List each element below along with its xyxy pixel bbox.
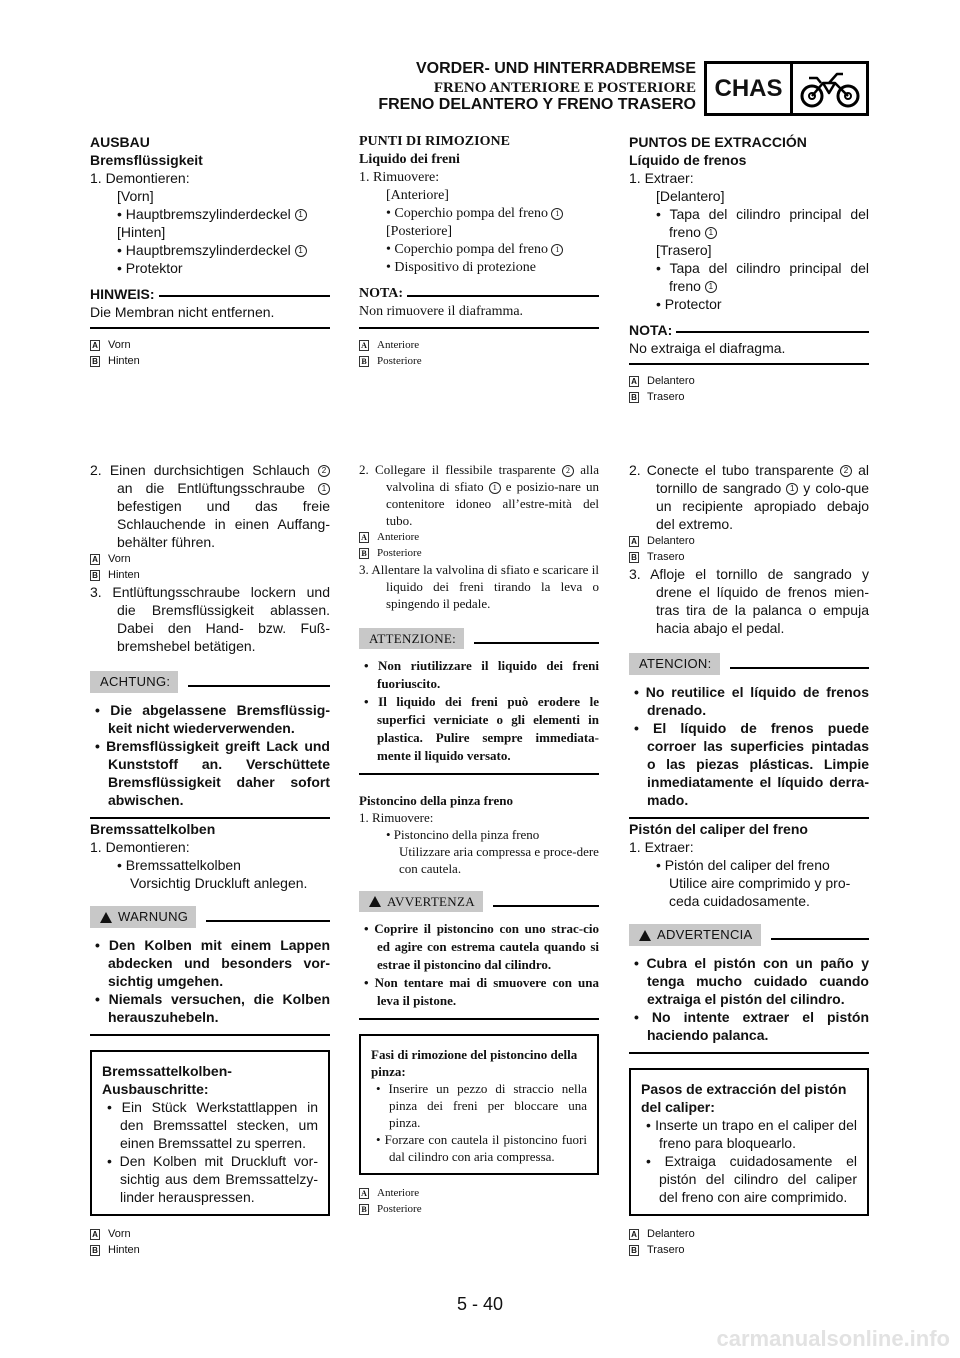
marker-1: 1: [295, 245, 307, 257]
it-section-removal: [359, 133, 599, 369]
es-front: [Delantero]: [656, 188, 725, 204]
de-section-piston: [90, 820, 330, 1258]
es-note-text: No extraiga el diafragma.: [629, 340, 786, 356]
de-caution-header: ACHTUNG:: [90, 671, 330, 693]
it-section-drain: [359, 461, 599, 775]
divider: [629, 1052, 869, 1054]
es-item: • Pistón del caliper del freno: [656, 857, 830, 873]
de-caution-item: • Die abgelassene Bremsflüssig-keit nicht wiederverwenden.: [95, 702, 330, 736]
legend-b: B Hinten: [90, 353, 330, 369]
es-item: • Tapa del cilindro principal del freno 1: [656, 260, 869, 294]
legend-a: A Delantero: [629, 1226, 869, 1242]
it-subheading: Liquido dei freni: [359, 152, 460, 167]
legend-a: A Vorn: [90, 1226, 330, 1242]
legend-b: B Hinten: [90, 1242, 330, 1258]
de-item: • Hauptbremszylinderdeckel 1: [90, 241, 330, 259]
it-item-detail: Utilizzare aria compressa e proce-dere con cautela.: [399, 844, 599, 876]
chas-badge: [704, 61, 869, 116]
es-caution-header: ATENCION:: [629, 653, 869, 675]
marker-1: 1: [705, 227, 717, 239]
de-item-detail: Vorsichtig Druckluft anlegen.: [130, 875, 308, 891]
es-warning-header: ADVERTENCIA: [629, 924, 869, 946]
header-title-de: VORDER- UND HINTERRADBREMSE: [415, 60, 696, 77]
de-heading: AUSBAU: [90, 134, 150, 150]
divider: [629, 817, 869, 819]
page-number: 5 - 40: [456, 1294, 504, 1314]
it-steps-box: [359, 1034, 599, 1175]
header-title-it: FRENO ANTERIORE E POSTERIORE: [433, 80, 696, 96]
es-step2: 2. Conecte el tubo transparente 2 al tornillo de sangrado 1 y colo-que un recipiente apropiado debajo del extremo.: [629, 462, 870, 532]
it-piston-heading: Pistoncino della pinza freno: [359, 793, 513, 808]
de-item: • Protektor: [117, 260, 183, 276]
de-front: [Vorn]: [117, 188, 154, 204]
marker-1: 1: [551, 208, 563, 220]
es-step3: 3. Afloje el tornillo de sangrado y drene el líquido de frenos mien-tras tira de la palanca o empuja hacia abajo el pedal.: [629, 566, 869, 636]
legend-a: A Anteriore: [359, 337, 599, 353]
es-item-detail: Utilice aire comprimido y pro-ceda cuidadosamente.: [669, 875, 851, 909]
marker-2: 2: [318, 465, 330, 477]
marker-1: 1: [786, 483, 798, 495]
it-item: • Coperchio pompa del freno 1: [359, 241, 599, 259]
de-item: • Hauptbremszylinderdeckel 1: [90, 205, 330, 223]
it-note-header: NOTA:: [359, 285, 599, 303]
marker-1: 1: [295, 209, 307, 221]
es-box-title: Pasos de extracción del pistón del caliper:: [641, 1081, 847, 1115]
legend-b: B Posteriore: [359, 1201, 599, 1217]
legend-b: B Trasero: [629, 549, 869, 565]
legend-a: A Vorn: [90, 337, 330, 353]
legend-b: B Posteriore: [359, 353, 599, 369]
it-step2: 2. Collegare il flessibile trasparente 2 alla valvolina di sfiato 1 e posizio-nare un contenitore idoneo all’estre-mità del tubo.: [359, 462, 600, 528]
de-section-removal: [90, 133, 330, 369]
es-heading: PUNTOS DE EXTRACCIÓN: [629, 134, 807, 150]
legend-b: B Hinten: [90, 567, 330, 583]
marker-1: 1: [705, 281, 717, 293]
watermark: carmanualsonline.info: [716, 1326, 950, 1351]
divider: [90, 817, 330, 819]
es-step: 1. Extraer:: [629, 170, 694, 186]
it-front: [Anteriore]: [386, 188, 449, 203]
es-step: 1. Extraer:: [629, 839, 694, 855]
es-piston-heading: Pistón del caliper del freno: [629, 821, 808, 837]
it-box-item: • Inserire un pezzo di straccio nella pinza dei freni per bloccare una pinza.: [376, 1081, 587, 1130]
divider: [359, 327, 599, 329]
de-warning-item: • Den Kolben mit einem Lappen abdecken und besonders vor-sichtig umgehen.: [95, 937, 330, 989]
legend-a: A Vorn: [90, 551, 330, 567]
it-step3: 3. Allentare la valvolina di sfiato e scaricare il liquido dei freni tirando la leva o spingendo il pedale.: [359, 562, 599, 611]
divider: [359, 773, 599, 775]
it-heading: PUNTI DI RIMOZIONE: [359, 134, 510, 149]
es-warning-item: • No intente extraer el pistón haciendo palanca.: [634, 1009, 869, 1043]
es-section-drain: [629, 461, 869, 819]
it-item: • Pistoncino della pinza freno: [386, 827, 540, 842]
marker-2: 2: [840, 465, 852, 477]
it-step: 1. Rimuovere:: [359, 810, 434, 825]
legend-b: B Trasero: [629, 389, 869, 405]
it-warning-item: • Coprire il pistoncino con uno strac-cio ed agire con estrema cautela quando si estrae il pistoncino dal cilindro.: [364, 921, 599, 972]
legend-a: A Anteriore: [359, 1185, 599, 1201]
it-box-title: Fasi di rimozione del pistoncino della pinza:: [371, 1047, 578, 1079]
de-box-title: Bremssattelkolben-Ausbauschritte:: [102, 1063, 232, 1097]
divider: [90, 1034, 330, 1036]
marker-1: 1: [318, 483, 330, 495]
marker-1: 1: [551, 244, 563, 256]
de-step: 1. Demontieren:: [90, 839, 190, 855]
de-note-header: HINWEIS:: [90, 285, 330, 303]
de-warning-item: • Niemals versuchen, die Kolben herauszuhebeln.: [95, 991, 330, 1025]
es-section-piston: [629, 820, 869, 1258]
es-section-removal: [629, 133, 869, 405]
legend-b: B Trasero: [629, 1242, 869, 1258]
de-subheading: Bremsflüssigkeit: [90, 152, 203, 168]
it-note-text: Non rimuovere il diaframma.: [359, 304, 524, 319]
it-warning-header: AVVERTENZA: [359, 891, 599, 912]
warning-icon: [639, 930, 651, 941]
divider: [359, 1018, 599, 1020]
de-caution-item: • Bremsflüssigkeit greift Lack und Kunststoff an. Verschüttete Bremsflüssigkeit daher sofort abwischen.: [95, 738, 330, 808]
marker-1: 1: [489, 482, 501, 494]
de-box-item: • Den Kolben mit Druckluft vor-sichtig aus dem Bremssattelzy-linder herauspressen.: [107, 1153, 318, 1205]
es-caution-item: • No reutilice el líquido de frenos drenado.: [634, 684, 869, 718]
de-step3: 3. Entlüftungsschraube lockern und die Bremsflüssigkeit ablassen. Dabei den Hand- bzw. Fuß-bremshebel betätigen.: [90, 584, 330, 654]
marker-2: 2: [562, 465, 574, 477]
de-item: • Bremssattelkolben: [117, 857, 241, 873]
it-item: • Coperchio pompa del freno 1: [359, 205, 599, 223]
warning-icon: [369, 896, 381, 907]
it-caution-item: • Il liquido dei freni può erodere le superfici verniciate o gli elementi in plastica. Pulire sempre immediata-mente il liquido versato.: [364, 694, 599, 763]
es-item: • Protector: [656, 296, 722, 312]
chas-label: CHAS: [707, 64, 793, 113]
de-step: 1. Demontieren:: [90, 170, 190, 186]
de-warning-header: WARNUNG: [90, 906, 330, 928]
warning-icon: [100, 912, 112, 923]
header-title-es: FRENO DELANTERO Y FRENO TRASERO: [378, 96, 696, 113]
es-note-header: NOTA:: [629, 321, 869, 339]
es-item: • Tapa del cilindro principal del freno 1: [656, 206, 869, 240]
it-caution-header: ATTENZIONE:: [359, 628, 599, 649]
de-rear: [Hinten]: [117, 224, 166, 240]
divider: [629, 363, 869, 365]
motorcycle-icon: [793, 64, 866, 113]
de-step2: 2. Einen durchsichtigen Schlauch 2 an die Entlüftungsschraube 1 befestigen und das freie Schlauchende in einen Auffang-behälter führen.: [90, 462, 330, 550]
it-caution-item: • Non riutilizzare il liquido dei freni fuoriuscito.: [364, 658, 599, 691]
de-note-text: Die Membran nicht entfernen.: [90, 304, 275, 320]
de-steps-box: [90, 1050, 330, 1216]
divider: [90, 327, 330, 329]
es-box-item: • Inserte un trapo en el caliper del freno para bloquearlo.: [646, 1117, 857, 1151]
es-box-item: • Extraiga cuidadosamente el pistón del cilindro del caliper del freno con aire comprimido.: [646, 1153, 857, 1205]
legend-a: A Delantero: [629, 373, 869, 389]
it-section-piston: [359, 792, 599, 1217]
es-caution-item: • El líquido de frenos puede corroer las superficies pintadas o las piezas plásticas. Limpie inmediatamente el líquido derra-mado.: [634, 720, 869, 808]
legend-a: A Delantero: [629, 533, 869, 549]
it-item: • Dispositivo di protezione: [386, 260, 536, 275]
it-box-item: • Forzare con cautela il pistoncino fuori dal cilindro con aria compressa.: [376, 1132, 587, 1164]
es-steps-box: [629, 1068, 869, 1216]
de-box-item: • Ein Stück Werkstattlappen in den Bremssattel stecken, um einen Bremssattel zu sperren.: [107, 1099, 318, 1151]
es-subheading: Líquido de frenos: [629, 152, 747, 168]
de-section-drain: [90, 461, 330, 819]
de-piston-heading: Bremssattelkolben: [90, 821, 216, 837]
es-warning-item: • Cubra el pistón con un paño y tenga mucho cuidado cuando extraiga el pistón del cilindro.: [634, 955, 869, 1007]
it-warning-item: • Non tentare mai di smuovere con una leva il pistone.: [364, 975, 599, 1008]
legend-b: B Posteriore: [359, 545, 599, 561]
es-rear: [Trasero]: [656, 242, 712, 258]
it-step: 1. Rimuovere:: [359, 170, 440, 185]
legend-a: A Anteriore: [359, 529, 599, 545]
it-rear: [Posteriore]: [386, 224, 453, 239]
